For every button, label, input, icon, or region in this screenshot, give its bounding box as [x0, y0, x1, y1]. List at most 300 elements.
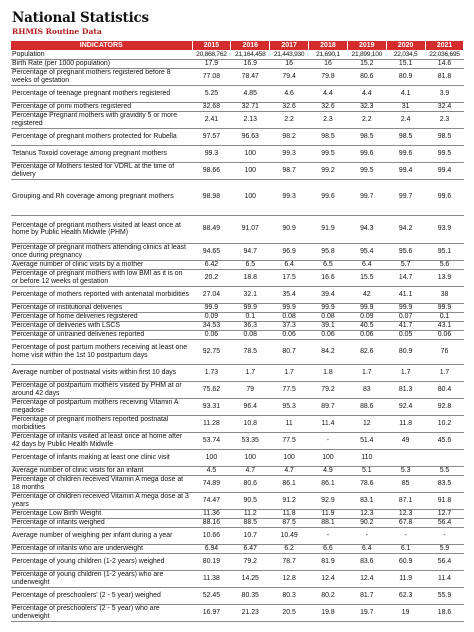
- indicator-value-2019: 15.2: [347, 59, 386, 68]
- indicator-value-2016: 99.9: [231, 303, 270, 312]
- indicator-value-2020: 2.4: [386, 111, 425, 128]
- indicator-value-2017: 16: [270, 59, 309, 68]
- indicator-value-2015: 5.25: [192, 85, 231, 102]
- indicator-label: Percentage of preschoolers' (2 - 5 year) weighed: [11, 587, 192, 604]
- indicator-value-2016: 80.35: [231, 587, 270, 604]
- indicator-value-2017: 11.8: [270, 509, 309, 518]
- column-header-2021: 2021: [425, 41, 464, 50]
- table-row: [11, 518, 464, 527]
- indicator-value-2018: 6.5: [309, 260, 348, 269]
- indicator-label: Percentage of infants making at least one clinic visit: [11, 449, 192, 466]
- indicator-value-2019: 42: [347, 286, 386, 303]
- indicator-value-2016: 96.63: [231, 128, 270, 145]
- indicator-value-2016: 11.2: [231, 509, 270, 518]
- indicator-value-2015: 80.19: [192, 553, 231, 570]
- indicator-value-2018: 32.6: [309, 102, 348, 111]
- indicator-value-2021: 92.8: [425, 398, 464, 415]
- indicator-label: Percentage of children received Vitamin A mega dose at 3 years: [11, 492, 192, 509]
- indicator-value-2019: -: [347, 527, 386, 544]
- table-row: [11, 321, 464, 330]
- indicator-value-2021: 38: [425, 286, 464, 303]
- indicator-value-2017: 17.5: [270, 269, 309, 286]
- indicator-value-2020: -: [386, 527, 425, 544]
- indicator-value-2018: 1.8: [309, 364, 348, 381]
- indicator-value-2018: 6.6: [309, 544, 348, 553]
- indicator-value-2017: 11: [270, 415, 309, 432]
- indicator-value-2018: 92.9: [309, 492, 348, 509]
- indicator-value-2020: 14.7: [386, 269, 425, 286]
- indicator-value-2021: 18.6: [425, 604, 464, 621]
- indicator-value-2019: 82.6: [347, 339, 386, 364]
- indicator-value-2016: 79: [231, 381, 270, 398]
- indicator-value-2019: 99.6: [347, 145, 386, 162]
- indicator-value-2018: 11.9: [309, 509, 348, 518]
- indicator-value-2017: 87.5: [270, 518, 309, 527]
- indicator-label: Percentage of infants visited at least once at home after 42 days by Public Health Midwife: [11, 432, 192, 449]
- table-row: [11, 398, 464, 415]
- indicator-value-2020: 6.1: [386, 544, 425, 553]
- indicator-label: Birth Rate (per 1000 population): [11, 59, 192, 68]
- table-row: [11, 587, 464, 604]
- indicator-value-2019: 95.4: [347, 243, 386, 260]
- indicator-value-2016: 10.8: [231, 415, 270, 432]
- indicator-value-2021: 3.9: [425, 85, 464, 102]
- indicator-value-2016: 0.08: [231, 330, 270, 339]
- indicator-value-2020: 0.07: [386, 312, 425, 321]
- indicator-label: Percentage of untrained deliveries reported: [11, 330, 192, 339]
- indicator-value-2021: 22,036,695: [425, 50, 464, 59]
- indicator-label: Average number of clinic visits by a mother: [11, 260, 192, 269]
- table-row: [11, 570, 464, 587]
- table-row: [11, 50, 464, 59]
- indicator-value-2021: 98.5: [425, 128, 464, 145]
- indicator-value-2015: 74.47: [192, 492, 231, 509]
- table-row: [11, 415, 464, 432]
- indicator-value-2018: 79.2: [309, 381, 348, 398]
- indicator-value-2016: 90.5: [231, 492, 270, 509]
- indicator-value-2015: 1.73: [192, 364, 231, 381]
- indicator-value-2016: 53.35: [231, 432, 270, 449]
- indicator-value-2017: 6.2: [270, 544, 309, 553]
- indicator-label: Percentage of Mothers tested for VDRL at the time of delivery: [11, 162, 192, 179]
- indicator-value-2021: 43.1: [425, 321, 464, 330]
- indicator-value-2018: 2.3: [309, 111, 348, 128]
- indicator-value-2021: 80.4: [425, 381, 464, 398]
- indicator-value-2018: 98.5: [309, 128, 348, 145]
- indicator-value-2015: 2.41: [192, 111, 231, 128]
- indicator-value-2017: 95.3: [270, 398, 309, 415]
- indicator-value-2020: 1.7: [386, 364, 425, 381]
- indicator-value-2021: 76: [425, 339, 464, 364]
- indicator-value-2016: 4.7: [231, 466, 270, 475]
- indicator-value-2019: 83.1: [347, 492, 386, 509]
- indicator-value-2016: 10.7: [231, 527, 270, 544]
- indicator-value-2018: 39.4: [309, 286, 348, 303]
- indicator-value-2017: 91.2: [270, 492, 309, 509]
- indicator-label: Percentage of pregnant mothers registered before 8 weeks of gestation: [11, 68, 192, 85]
- indicator-value-2016: 96.4: [231, 398, 270, 415]
- indicator-value-2015: 88.16: [192, 518, 231, 527]
- indicator-value-2020: 99.7: [386, 179, 425, 215]
- indicator-value-2016: 21.23: [231, 604, 270, 621]
- table-row: [11, 269, 464, 286]
- indicator-value-2020: 12.3: [386, 509, 425, 518]
- indicator-value-2021: 10.2: [425, 415, 464, 432]
- indicator-value-2018: 91.9: [309, 215, 348, 243]
- indicator-value-2020: 49: [386, 432, 425, 449]
- indicator-value-2021: 95.1: [425, 243, 464, 260]
- indicator-value-2016: 32.71: [231, 102, 270, 111]
- indicator-value-2018: 99.2: [309, 162, 348, 179]
- indicator-value-2015: 11.36: [192, 509, 231, 518]
- indicator-value-2018: 99.9: [309, 303, 348, 312]
- indicator-value-2021: 99.9: [425, 303, 464, 312]
- table-row: [11, 128, 464, 145]
- indicator-value-2019: 40.5: [347, 321, 386, 330]
- indicator-value-2018: 21,690,1: [309, 50, 348, 59]
- indicator-value-2017: 86.1: [270, 475, 309, 492]
- indicator-value-2018: 16.6: [309, 269, 348, 286]
- column-header-2017: 2017: [270, 41, 309, 50]
- indicator-value-2015: 4.5: [192, 466, 231, 475]
- indicator-value-2016: 78.47: [231, 68, 270, 85]
- indicator-value-2016: 18.8: [231, 269, 270, 286]
- indicator-label: Average number of postnatal visits within first 10 days: [11, 364, 192, 381]
- indicator-value-2021: -: [425, 527, 464, 544]
- indicator-value-2018: -: [309, 432, 348, 449]
- indicator-value-2016: 100: [231, 449, 270, 466]
- indicator-value-2020: 67.8: [386, 518, 425, 527]
- indicator-value-2017: 4.7: [270, 466, 309, 475]
- indicator-value-2019: 98.5: [347, 128, 386, 145]
- indicator-value-2018: 88.1: [309, 518, 348, 527]
- indicator-value-2017: 98.2: [270, 128, 309, 145]
- indicator-value-2015: 11.38: [192, 570, 231, 587]
- table-row: [11, 527, 464, 544]
- indicator-label: Percentage Low Birth Weight: [11, 509, 192, 518]
- indicator-value-2016: 94.7: [231, 243, 270, 260]
- indicator-value-2018: 79.8: [309, 68, 348, 85]
- indicator-label: Average number of clinic visits for an infant: [11, 466, 192, 475]
- indicator-value-2017: 6.4: [270, 260, 309, 269]
- indicator-value-2020: 99.9: [386, 303, 425, 312]
- indicator-value-2015: 32.68: [192, 102, 231, 111]
- table-row: [11, 381, 464, 398]
- indicator-value-2019: 15.5: [347, 269, 386, 286]
- indicator-value-2020: 31: [386, 102, 425, 111]
- indicator-value-2015: 74.89: [192, 475, 231, 492]
- indicator-value-2019: 12: [347, 415, 386, 432]
- indicator-value-2020: 5.3: [386, 466, 425, 475]
- indicator-value-2016: 88.5: [231, 518, 270, 527]
- indicator-value-2019: 94.3: [347, 215, 386, 243]
- indicator-value-2018: 86.1: [309, 475, 348, 492]
- column-header-2018: 2018: [309, 41, 348, 50]
- indicator-value-2021: 0.1: [425, 312, 464, 321]
- indicator-value-2021: 99.4: [425, 162, 464, 179]
- indicator-value-2017: 12.8: [270, 570, 309, 587]
- indicator-label: Percentage of primi mothers registered: [11, 102, 192, 111]
- indicator-value-2015: 10.66: [192, 527, 231, 544]
- indicator-label: Percentage Pregnant mothers with gravidity 5 or more registered: [11, 111, 192, 128]
- indicator-value-2017: 0.06: [270, 330, 309, 339]
- indicator-value-2017: 35.4: [270, 286, 309, 303]
- indicator-value-2015: 94.65: [192, 243, 231, 260]
- indicator-value-2017: 21,443,930: [270, 50, 309, 59]
- indicator-value-2020: 99.4: [386, 162, 425, 179]
- indicator-label: Percentage of institutional deliveries: [11, 303, 192, 312]
- table-row: [11, 604, 464, 621]
- indicator-value-2015: 20.2: [192, 269, 231, 286]
- indicator-label: Percentage of postpartum mothers receiving Vitamin A megadose: [11, 398, 192, 415]
- column-header-2016: 2016: [231, 41, 270, 50]
- indicator-value-2017: 77.5: [270, 381, 309, 398]
- indicator-label: Percentage of preschoolers' (2 - 5 year) who are underweight: [11, 604, 192, 621]
- indicator-value-2016: 100: [231, 179, 270, 215]
- indicator-value-2015: 16.97: [192, 604, 231, 621]
- indicator-label: Tetanus Toxoid coverage among pregnant mothers: [11, 145, 192, 162]
- indicator-value-2019: 0.06: [347, 330, 386, 339]
- indicator-value-2017: 99.3: [270, 145, 309, 162]
- indicator-label: Percentage of pregnant mothers with low BMI as it is on or before 12 weeks of gestation: [11, 269, 192, 286]
- indicator-value-2018: 99.5: [309, 145, 348, 162]
- indicator-value-2015: 93.31: [192, 398, 231, 415]
- table-header-row: [11, 41, 464, 50]
- indicator-value-2017: 80.3: [270, 587, 309, 604]
- indicator-label: Percentage of pregnant mothers reported postnatal morbidities: [11, 415, 192, 432]
- indicator-value-2018: 95.8: [309, 243, 348, 260]
- indicator-value-2017: 77.5: [270, 432, 309, 449]
- indicator-label: Percentage of young children (1-2 years) weighed: [11, 553, 192, 570]
- indicator-label: Grouping and Rh coverage among pregnant mothers: [11, 179, 192, 215]
- table-row: [11, 339, 464, 364]
- table-row: [11, 492, 464, 509]
- indicator-value-2018: 0.08: [309, 312, 348, 321]
- indicator-value-2020: 62.3: [386, 587, 425, 604]
- indicator-label: Percentage of teenage pregnant mothers registered: [11, 85, 192, 102]
- indicator-value-2021: 5.5: [425, 466, 464, 475]
- indicator-value-2018: 11.4: [309, 415, 348, 432]
- column-header-indicators: INDICATORS: [11, 41, 192, 50]
- table-row: [11, 102, 464, 111]
- indicator-value-2020: 4.1: [386, 85, 425, 102]
- table-row: [11, 364, 464, 381]
- indicator-value-2015: 77.08: [192, 68, 231, 85]
- indicator-value-2019: 0.09: [347, 312, 386, 321]
- indicator-value-2018: 19.8: [309, 604, 348, 621]
- indicator-value-2021: 5.6: [425, 260, 464, 269]
- indicator-value-2018: 39.1: [309, 321, 348, 330]
- indicator-value-2020: [386, 449, 425, 466]
- indicator-value-2016: 14.25: [231, 570, 270, 587]
- indicator-value-2021: 11.4: [425, 570, 464, 587]
- indicator-value-2017: 37.3: [270, 321, 309, 330]
- indicator-value-2020: 60.9: [386, 553, 425, 570]
- indicator-value-2020: 41.7: [386, 321, 425, 330]
- indicator-value-2020: 80.9: [386, 339, 425, 364]
- indicator-value-2021: 45.6: [425, 432, 464, 449]
- indicator-label: Percentage of postpartum mothers visited by PHM at or around 42 days: [11, 381, 192, 398]
- indicator-label: Percentage of pregnant mothers attending clinics at least once during pregnancy: [11, 243, 192, 260]
- indicator-value-2021: 14.6: [425, 59, 464, 68]
- indicator-value-2020: 11.9: [386, 570, 425, 587]
- indicator-value-2017: 80.7: [270, 339, 309, 364]
- indicator-value-2015: 34.53: [192, 321, 231, 330]
- indicator-value-2021: 0.06: [425, 330, 464, 339]
- table-row: [11, 475, 464, 492]
- indicator-value-2019: 19.7: [347, 604, 386, 621]
- indicator-value-2017: 10.49: [270, 527, 309, 544]
- indicator-value-2019: 99.7: [347, 179, 386, 215]
- indicator-value-2020: 81.3: [386, 381, 425, 398]
- indicator-value-2016: 100: [231, 145, 270, 162]
- indicator-value-2018: 89.7: [309, 398, 348, 415]
- indicator-value-2015: 75.62: [192, 381, 231, 398]
- table-row: [11, 179, 464, 215]
- indicator-value-2018: 84.2: [309, 339, 348, 364]
- indicator-value-2020: 11.8: [386, 415, 425, 432]
- indicator-label: Percentage of pregnant mothers visited at least once at home by Public Health Midwife (PHM): [11, 215, 192, 243]
- indicator-value-2019: 83: [347, 381, 386, 398]
- table-row: [11, 243, 464, 260]
- indicator-value-2016: 36.3: [231, 321, 270, 330]
- indicator-value-2015: 6.94: [192, 544, 231, 553]
- indicator-value-2015: 53.74: [192, 432, 231, 449]
- indicator-value-2020: 85: [386, 475, 425, 492]
- indicator-value-2015: 98.98: [192, 179, 231, 215]
- indicator-value-2020: 92.4: [386, 398, 425, 415]
- indicator-label: Percentage of infants who are underweight: [11, 544, 192, 553]
- indicator-value-2020: 0.05: [386, 330, 425, 339]
- indicator-value-2019: 80.6: [347, 68, 386, 85]
- indicator-value-2019: 51.4: [347, 432, 386, 449]
- indicator-value-2021: [425, 449, 464, 466]
- table-row: [11, 145, 464, 162]
- indicator-value-2018: 12.4: [309, 570, 348, 587]
- table-row: [11, 111, 464, 128]
- indicator-value-2015: 17.9: [192, 59, 231, 68]
- table-row: [11, 215, 464, 243]
- indicator-value-2017: 99.9: [270, 303, 309, 312]
- indicator-value-2020: 98.5: [386, 128, 425, 145]
- indicator-value-2016: 91.07: [231, 215, 270, 243]
- indicator-value-2015: 99.3: [192, 145, 231, 162]
- indicator-label: Percentage of infants weighed: [11, 518, 192, 527]
- indicator-value-2019: 6.4: [347, 544, 386, 553]
- indicator-value-2021: 93.9: [425, 215, 464, 243]
- page-title: National Statistics: [12, 10, 149, 26]
- indicator-value-2017: 78.7: [270, 553, 309, 570]
- indicator-value-2015: 0.09: [192, 312, 231, 321]
- column-header-2020: 2020: [386, 41, 425, 50]
- indicator-value-2016: 4.85: [231, 85, 270, 102]
- indicator-value-2018: 81.9: [309, 553, 348, 570]
- indicator-value-2016: 6.47: [231, 544, 270, 553]
- indicator-value-2019: 5.1: [347, 466, 386, 475]
- indicator-value-2017: 32.6: [270, 102, 309, 111]
- indicator-value-2016: 78.5: [231, 339, 270, 364]
- indicator-value-2019: 83.6: [347, 553, 386, 570]
- table-row: [11, 260, 464, 269]
- indicator-value-2015: 27.04: [192, 286, 231, 303]
- indicator-value-2015: 100: [192, 449, 231, 466]
- table-row: [11, 432, 464, 449]
- indicator-value-2020: 87.1: [386, 492, 425, 509]
- indicator-label: Percentage of children received Vitamin A mega dose at 18 months: [11, 475, 192, 492]
- indicator-value-2021: 55.9: [425, 587, 464, 604]
- indicator-value-2017: 20.5: [270, 604, 309, 621]
- table-row: [11, 466, 464, 475]
- indicator-value-2020: 95.6: [386, 243, 425, 260]
- indicator-label: Average number of weighing per infant during a year: [11, 527, 192, 544]
- indicator-label: Percentage of pregnant mothers protected for Rubella: [11, 128, 192, 145]
- indicator-value-2019: 12.4: [347, 570, 386, 587]
- indicator-value-2016: 80.6: [231, 475, 270, 492]
- indicator-value-2021: 1.7: [425, 364, 464, 381]
- indicator-value-2016: 2.13: [231, 111, 270, 128]
- table-row: [11, 312, 464, 321]
- indicator-value-2015: 52.45: [192, 587, 231, 604]
- indicator-label: Percentage of home deliveries registered: [11, 312, 192, 321]
- indicator-value-2019: 12.3: [347, 509, 386, 518]
- indicator-value-2020: 15.1: [386, 59, 425, 68]
- table-row: [11, 85, 464, 102]
- indicator-value-2020: 94.2: [386, 215, 425, 243]
- indicator-value-2017: 0.08: [270, 312, 309, 321]
- column-header-2019: 2019: [347, 41, 386, 50]
- indicator-value-2021: 56.4: [425, 553, 464, 570]
- indicator-value-2019: 78.6: [347, 475, 386, 492]
- indicator-value-2016: 1.7: [231, 364, 270, 381]
- column-header-2015: 2015: [192, 41, 231, 50]
- page-subtitle: RHMIS Routine Data: [12, 27, 102, 36]
- indicator-value-2021: 83.5: [425, 475, 464, 492]
- indicator-value-2018: 16: [309, 59, 348, 68]
- indicator-value-2019: 4.4: [347, 85, 386, 102]
- indicator-value-2021: 12.7: [425, 509, 464, 518]
- indicator-value-2020: 99.6: [386, 145, 425, 162]
- indicator-value-2020: 80.9: [386, 68, 425, 85]
- indicator-value-2021: 13.9: [425, 269, 464, 286]
- indicator-value-2017: 100: [270, 449, 309, 466]
- indicator-value-2019: 110: [347, 449, 386, 466]
- indicator-value-2019: 90.2: [347, 518, 386, 527]
- table-row: [11, 286, 464, 303]
- table-row: [11, 449, 464, 466]
- indicator-value-2019: 21,899,100: [347, 50, 386, 59]
- indicator-value-2015: 99.9: [192, 303, 231, 312]
- indicator-value-2021: 2.3: [425, 111, 464, 128]
- indicator-value-2017: 96.9: [270, 243, 309, 260]
- indicator-value-2018: 4.9: [309, 466, 348, 475]
- table-row: [11, 303, 464, 312]
- indicator-value-2018: 0.06: [309, 330, 348, 339]
- indicator-label: Percentage of deliveries with LSCS: [11, 321, 192, 330]
- indicator-value-2021: 99.6: [425, 179, 464, 215]
- indicator-value-2019: 81.7: [347, 587, 386, 604]
- indicator-value-2015: 20,868,762: [192, 50, 231, 59]
- indicator-value-2017: 79.4: [270, 68, 309, 85]
- indicator-value-2016: 0.1: [231, 312, 270, 321]
- indicator-value-2021: 56.4: [425, 518, 464, 527]
- indicator-value-2017: 1.7: [270, 364, 309, 381]
- indicator-value-2019: 6.4: [347, 260, 386, 269]
- indicator-value-2018: 99.6: [309, 179, 348, 215]
- indicator-value-2017: 90.9: [270, 215, 309, 243]
- table-row: [11, 68, 464, 85]
- indicator-value-2015: 88.49: [192, 215, 231, 243]
- indicator-value-2015: 6.42: [192, 260, 231, 269]
